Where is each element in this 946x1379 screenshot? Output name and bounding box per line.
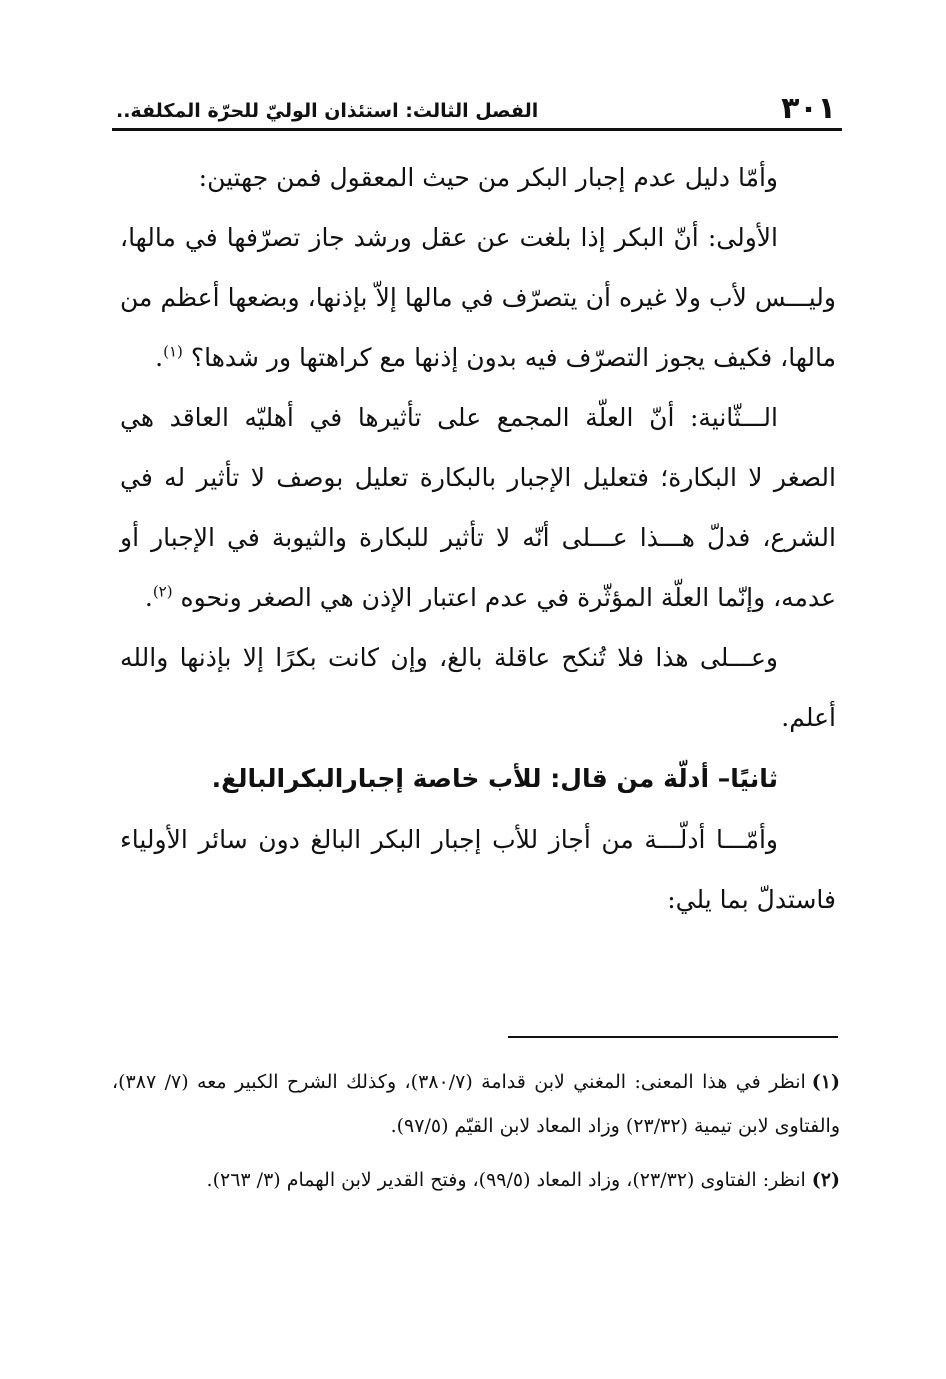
footnote-1 (112, 1060, 840, 1148)
page-header (112, 84, 842, 131)
footnote-separator (508, 1036, 838, 1038)
running-title: الفصل الثالث: استئذان الوليّ للحرّة المكلفة.. (116, 100, 539, 122)
footnote-2 (112, 1158, 840, 1202)
paragraph-first-reason-text: الأولى: أنّ البكر إذا بلغت عن عقل ورشد جاز تصرّفها في مالها، وليـــس لأب ولا غيره أن يتصرّف في مالها إلاّ بإذنها، وبضعها أعظم من مالها، فكيف يجوز التصرّف فيه بدون إذنها مع كراهتها ور شدها؟ (120, 223, 836, 372)
footnote-ref-1: (١) (163, 342, 183, 361)
paragraph-conclusion: وعـــلى هذا فلا تُنكح عاقلة بالغ، وإن كانت بكرًا إلا بإذنها والله أعلم. (120, 643, 836, 732)
section-heading: ثانيًا– أدلّة من قال: للأب خاصة إجبارالبكرالبالغ. (211, 764, 778, 793)
paragraph-first-reason-end: . (155, 343, 164, 372)
footnote-1-mark: (١) (811, 1071, 840, 1093)
main-text (120, 148, 836, 930)
footnote-2-mark: (٢) (811, 1169, 840, 1191)
paragraph-intro: وأمّا دليل عدم إجبار البكر من حيث المعقول فمن جهتين: (198, 163, 778, 192)
page-number: ٣٠١ (781, 91, 836, 126)
paragraph-second-reason-end: . (144, 583, 153, 612)
footnote-1-text: انظر في هذا المعنى: المغني لابن قدامة (٣٨٠/٧)، وكذلك الشرح الكبير معه (٧/ ٣٨٧)، والفتاوى لابن تيمية (٢٣/٣٢) وزاد المعاد لابن القيّم (٩٧/٥). (112, 1071, 840, 1137)
paragraph-second-reason (120, 388, 836, 628)
footnotes (112, 1060, 840, 1212)
paragraph-section-intro: وأمّـــا أدلّـــة من أجاز للأب إجبار البكر البالغ دون سائر الأولياء فاستدلّ بما يلي: (120, 825, 836, 914)
paragraph-first-reason (120, 208, 836, 388)
footnote-ref-2: (٢) (152, 582, 173, 601)
footnote-2-text: انظر: الفتاوى (٢٣/٣٢)، وزاد المعاد (٩٩/٥)، وفتح القدير لابن الهمام (٣/ ٢٦٣). (206, 1169, 806, 1191)
paragraph-second-reason-text: الـــثّانية: أنّ العلّة المجمع على تأثيرها في أهليّه العاقد هي الصغر لا البكارة؛ فتعليل الإجبار بالبكارة تعليل بوصف لا تأثير له في الشرع، فدلّ هـــذا عـــلى أنّه لا تأثير للبكارة والثيوبة في الإجبار أو عدمه، وإنّما العلّة المؤثّرة في عدم اعتبار الإذن هي الصغر ونحوه (120, 403, 836, 612)
